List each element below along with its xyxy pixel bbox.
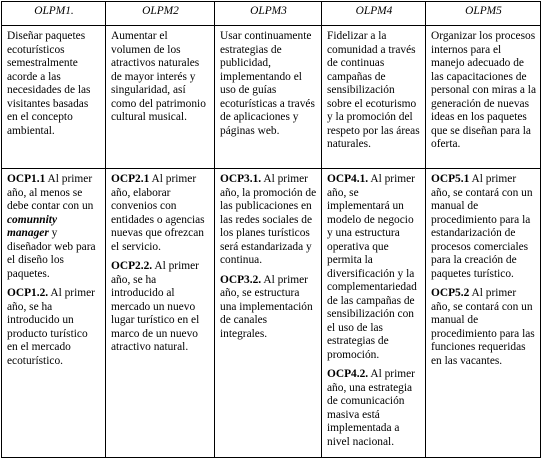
outcome-text: Al primer año, se contará con un manual de procedimiento para las funciones requeridas en las vacantes. <box>431 287 535 367</box>
objective-cell-3: Usar continuamente estrategias de publicidad, implementando el uso de guías ecoturísticas a través de aplicaciones y páginas web. <box>215 26 322 169</box>
outcome-cell-1 <box>2 169 106 458</box>
outcome-entry <box>431 173 536 281</box>
outcome-code: OCP1.1 <box>7 173 46 185</box>
header-cell-olpm5: OLPM5 <box>426 2 541 26</box>
header-row <box>2 2 541 26</box>
outcome-text: Al primer año, se estructura una implementación de canales integrales. <box>220 273 313 340</box>
outcome-code: OCP5.2 <box>431 287 470 299</box>
outcome-code: OCP5.1 <box>431 173 470 185</box>
objectives-table <box>1 1 541 458</box>
outcome-cell-4 <box>322 169 426 458</box>
outcome-entry <box>431 287 536 368</box>
outcome-text: Al primer año, se contará con un manual de procedimiento para la estandarización de procesos comerciales para la creación de paquetes turístico. <box>431 173 533 280</box>
outcome-entry <box>327 368 421 449</box>
outcome-text: Al primer año, se implementará un modelo de negocio y una estructura operativa que permita la diversificación y la complementariedad de las campañas de sensibilización con el uso de las estrategias de promoción. <box>327 173 417 361</box>
outcome-entry <box>220 173 317 268</box>
outcome-code: OCP1.2. <box>7 287 49 299</box>
outcome-code: OCP3.2. <box>220 273 262 286</box>
outcome-text: Al primer año, elaborar convenios con entidades o agencias nuevas que ofrezcan el servicio. <box>111 173 205 253</box>
objective-cell-4: Fidelizar a la comunidad a través de continuas campañas de sensibilización sobre el ecoturismo y la promoción del respeto por las áreas naturales. <box>322 26 426 169</box>
header-cell-olpm2: OLPM2 <box>106 2 215 26</box>
outcome-entry <box>7 173 101 281</box>
outcomes-row <box>2 169 541 458</box>
outcome-text-post: y diseñador web para el diseño los paquetes. <box>7 227 96 280</box>
objective-cell-2: Aumentar el volumen de los atractivos naturales de mayor interés y singularidad, así como del patrimonio cultural musical. <box>106 26 215 169</box>
outcome-entry <box>7 287 101 368</box>
outcome-cell-2 <box>106 169 215 458</box>
outcome-entry <box>327 173 421 362</box>
outcome-text: Al primer año, una estrategia de comunicación masiva está implementada a nivel nacional. <box>327 368 415 448</box>
outcome-entry <box>220 274 317 342</box>
objective-cell-1: Diseñar paquetes ecoturísticos semestralmente acorde a las necesidades de las visitantes basadas en el concepto ambiental. <box>2 26 106 169</box>
outcome-emphasis: comunnity manager <box>7 213 58 239</box>
outcome-cell-5 <box>426 169 541 458</box>
outcome-code: OCP4.2. <box>327 368 369 380</box>
objectives-row <box>2 26 541 169</box>
outcome-text: Al primer año, la promoción de las publicaciones en las redes sociales de los planes turísticos será estandarizada y continua. <box>220 173 317 266</box>
outcome-text: Al primer año, se ha introducido un producto turístico en el mercado ecoturístico. <box>7 287 95 367</box>
outcome-text: Al primer año, al menos se debe contar con un <box>7 173 94 212</box>
outcome-text: Al primer año, se ha introducido al mercado un nuevo lugar turístico en el marco de un nuevo atractivo natural. <box>111 260 200 353</box>
outcome-cell-3 <box>215 169 322 458</box>
header-cell-olpm1: OLPM1. <box>2 2 106 26</box>
header-cell-olpm3: OLPM3 <box>215 2 322 26</box>
outcome-entry <box>111 173 210 254</box>
outcome-code: OCP4.1. <box>327 173 369 185</box>
objective-cell-5: Organizar los procesos internos para el manejo adecuado de las capacitaciones de personal con miras a la generación de nuevas ideas en los paquetes que se diseñan para la oferta. <box>426 26 541 169</box>
outcome-entry <box>111 260 210 355</box>
outcome-code: OCP2.2. <box>111 260 153 272</box>
outcome-code: OCP3.1. <box>220 173 262 185</box>
header-cell-olpm4: OLPM4 <box>322 2 426 26</box>
outcome-code: OCP2.1 <box>111 173 150 185</box>
